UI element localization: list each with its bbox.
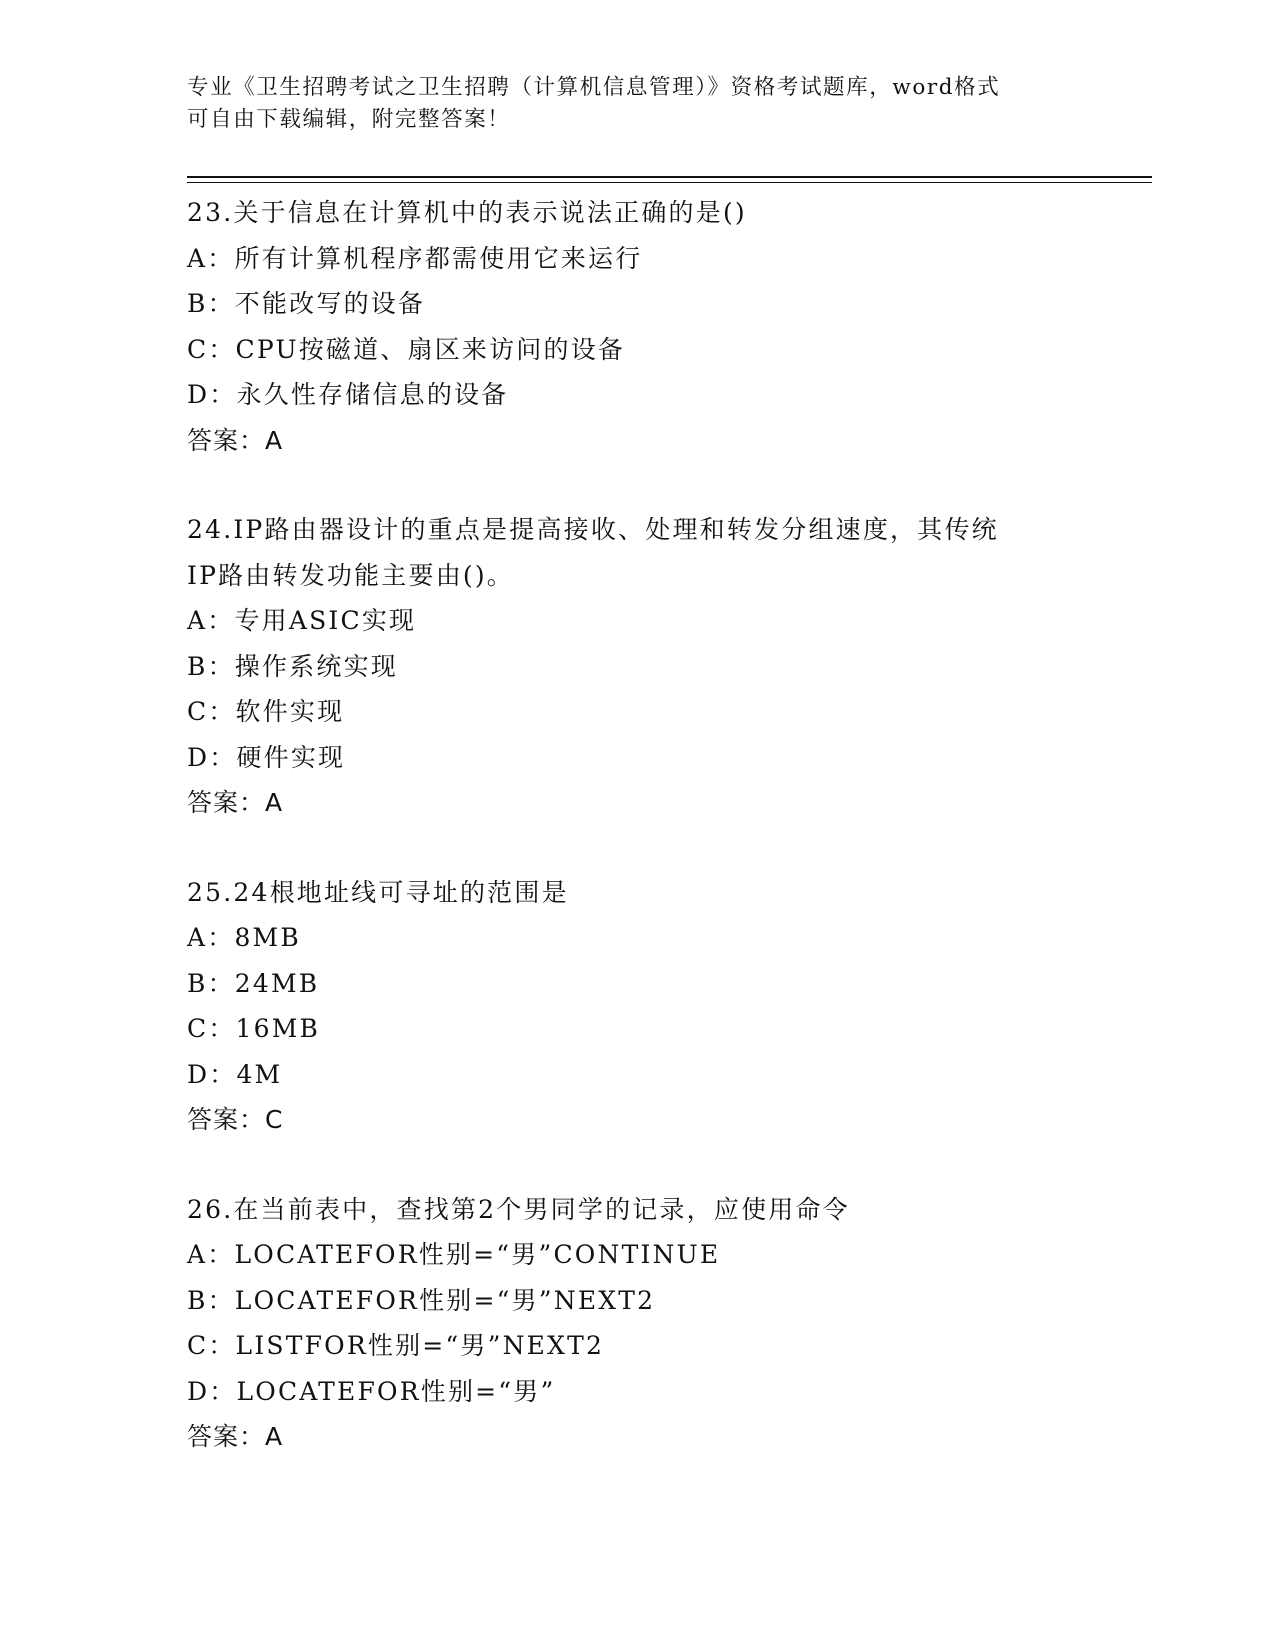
document-header bbox=[187, 72, 1087, 136]
header-divider-thin bbox=[187, 182, 1152, 183]
option-a: A：8MB bbox=[187, 923, 301, 952]
answer-label: 答案：C bbox=[187, 1105, 284, 1134]
header-line-2: 可自由下载编辑，附完整答案！ bbox=[187, 107, 511, 132]
question-stem-continued: IP路由转发功能主要由()。 bbox=[187, 560, 515, 590]
question-26 bbox=[187, 1187, 1107, 1460]
option-c: C：16MB bbox=[187, 1014, 321, 1043]
header-divider-thick bbox=[187, 176, 1152, 178]
option-c: C：CPU按磁道、扇区来访问的设备 bbox=[187, 334, 626, 364]
option-b: B：不能改写的设备 bbox=[187, 289, 426, 318]
question-list bbox=[187, 190, 1107, 1504]
question-stem: 25.24根地址线可寻址的范围是 bbox=[187, 877, 569, 907]
option-d: D：4M bbox=[187, 1059, 283, 1089]
option-c: C：软件实现 bbox=[187, 697, 345, 726]
answer-label: 答案：A bbox=[187, 788, 284, 817]
question-23 bbox=[187, 190, 1107, 463]
option-a: A：LOCATEFOR性别=“男”CONTINUE bbox=[187, 1240, 721, 1269]
option-c: C：LISTFOR性别=“男”NEXT2 bbox=[187, 1331, 605, 1360]
question-25 bbox=[187, 870, 1107, 1143]
question-stem: 26.在当前表中，查找第2个男同学的记录，应使用命令 bbox=[187, 1194, 850, 1224]
answer-label: 答案：A bbox=[187, 425, 284, 455]
option-a: A：所有计算机程序都需使用它来运行 bbox=[187, 243, 643, 273]
question-stem: 24.IP路由器设计的重点是提高接收、处理和转发分组速度，其传统 bbox=[187, 515, 999, 544]
option-b: B：操作系统实现 bbox=[187, 651, 398, 681]
option-b: B：24MB bbox=[187, 968, 320, 998]
option-d: D：永久性存储信息的设备 bbox=[187, 380, 509, 409]
option-d: D：硬件实现 bbox=[187, 742, 346, 772]
answer-label: 答案：A bbox=[187, 1422, 284, 1451]
question-24 bbox=[187, 507, 1107, 826]
header-line-1: 专业《卫生招聘考试之卫生招聘（计算机信息管理）》资格考试题库，word格式 bbox=[187, 75, 1001, 100]
option-a: A：专用ASIC实现 bbox=[187, 606, 417, 635]
question-stem: 23.关于信息在计算机中的表示说法正确的是() bbox=[187, 198, 747, 227]
option-b: B：LOCATEFOR性别=“男”NEXT2 bbox=[187, 1285, 656, 1315]
option-d: D：LOCATEFOR性别=“男” bbox=[187, 1376, 556, 1406]
